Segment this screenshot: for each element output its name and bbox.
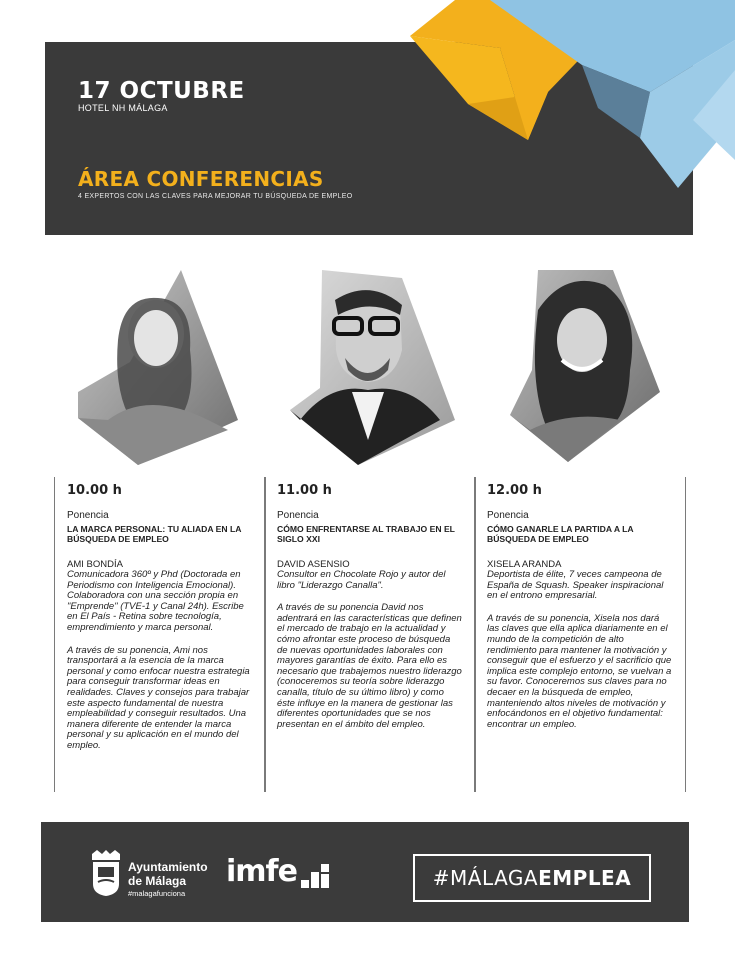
talk-column-2 bbox=[264, 477, 476, 792]
ayuntamiento-line2: de Málaga bbox=[128, 874, 187, 888]
talk-column-3 bbox=[474, 477, 686, 792]
talk-description: A través de su ponencia, Ami nos transportará a la esencia de la marca personal y como enfocar nuestra estrategia para conseguir transformar ideas en realidades. Claves y consejos para trabajar este aspecto fundamental de nuestra empleabilidad y conseguir resultados. Una manera diferente de entender la marca personal y su aplicación en el mundo del empleo. bbox=[67, 644, 250, 751]
talk-title: CÓMO ENFRENTARSE AL TRABAJO EN EL SIGLO XXI bbox=[277, 524, 455, 544]
talk-description: A través de su ponencia, Xisela nos dará las claves que ella aplica diariamente en el mundo de la competición de alto rendimiento para mantener la motivación y conseguir que el esfuerzo y el sacrificio que implica este complejo entorno, se vuelvan a su favor. Conoceremos sus claves para no decaer en la búsqueda de empleo, manteniendo altos niveles de motivación y enfocándonos en el objetivo fundamental: encontrar un empleo. bbox=[487, 612, 672, 730]
ayuntamiento-logo-text bbox=[128, 860, 208, 900]
event-venue: HOTEL NH MÁLAGA bbox=[78, 103, 168, 113]
speaker-photo-xisela bbox=[510, 270, 660, 465]
speaker-name: XISELA ARANDA bbox=[487, 559, 562, 570]
imfe-logo-text: imfe bbox=[226, 854, 297, 889]
imfe-mark-icon bbox=[301, 862, 331, 892]
hashtag-light: #MÁLAGA bbox=[432, 866, 539, 890]
speaker-bio: Comunicadora 360º y Phd (Doctorada en Periodismo con Inteligencia Emocional). Colaboradora con una sección propia en "Emprende" (TVE-1 y Canal 24h). Escribe en El País - Retina sobre tecnología, emprendimiento y marca personal. bbox=[67, 569, 244, 633]
hashtag-box bbox=[413, 854, 651, 902]
speaker-photo-ami bbox=[78, 270, 238, 465]
area-subtitle: 4 EXPERTOS CON LAS CLAVES PARA MEJORAR TU BÚSQUEDA DE EMPLEO bbox=[78, 193, 353, 200]
speaker-name: DAVID ASENSIO bbox=[277, 559, 350, 570]
talk-time: 10.00 h bbox=[67, 483, 122, 498]
talk-column-1 bbox=[54, 477, 266, 792]
talk-time: 12.00 h bbox=[487, 483, 542, 498]
speaker-name: AMI BONDÍA bbox=[67, 559, 123, 570]
speaker-bio: Deportista de élite, 7 veces campeona de España de Squash. Speaker inspiracional en el entrono empresarial. bbox=[487, 569, 664, 602]
area-title: ÁREA CONFERENCIAS bbox=[78, 167, 324, 191]
ayuntamiento-hashtag: #malagafunciona bbox=[128, 889, 186, 898]
talk-time: 11.00 h bbox=[277, 483, 332, 498]
talk-kind: Ponencia bbox=[277, 510, 319, 521]
talk-title: CÓMO GANARLE LA PARTIDA A LA BÚSQUEDA DE EMPLEO bbox=[487, 524, 634, 544]
speaker-photo-david bbox=[290, 270, 455, 465]
talk-kind: Ponencia bbox=[67, 510, 109, 521]
talk-description: A través de su ponencia David nos adentrará en las características que definen el mercado de trabajo en la actualidad y cómo afrontar este proceso de búsqueda de nuevas oportunidades laborales con mayores garantías de éxito. Para ello es necesario que trabajemos nuestro liderazgo (conoceremos su teoría sobre liderazgo canalla, título de su último libro) y como éste influye en la manera de gestionar las diferentes oportunidades que se nos presentan en el ámbito del empleo. bbox=[277, 602, 462, 730]
speaker-bio: Consultor en Chocolate Rojo y autor del libro "Liderazgo Canalla". bbox=[277, 569, 446, 591]
ayuntamiento-line1: Ayuntamiento bbox=[128, 860, 208, 874]
header-banner bbox=[45, 42, 693, 235]
talk-kind: Ponencia bbox=[487, 510, 529, 521]
hashtag-bold: EMPLEA bbox=[538, 866, 632, 890]
talk-title: LA MARCA PERSONAL: TU ALIADA EN LA BÚSQUEDA DE EMPLEO bbox=[67, 524, 242, 544]
footer-banner bbox=[41, 822, 689, 922]
event-date: 17 OCTUBRE bbox=[78, 78, 245, 104]
crest-icon bbox=[89, 850, 123, 896]
